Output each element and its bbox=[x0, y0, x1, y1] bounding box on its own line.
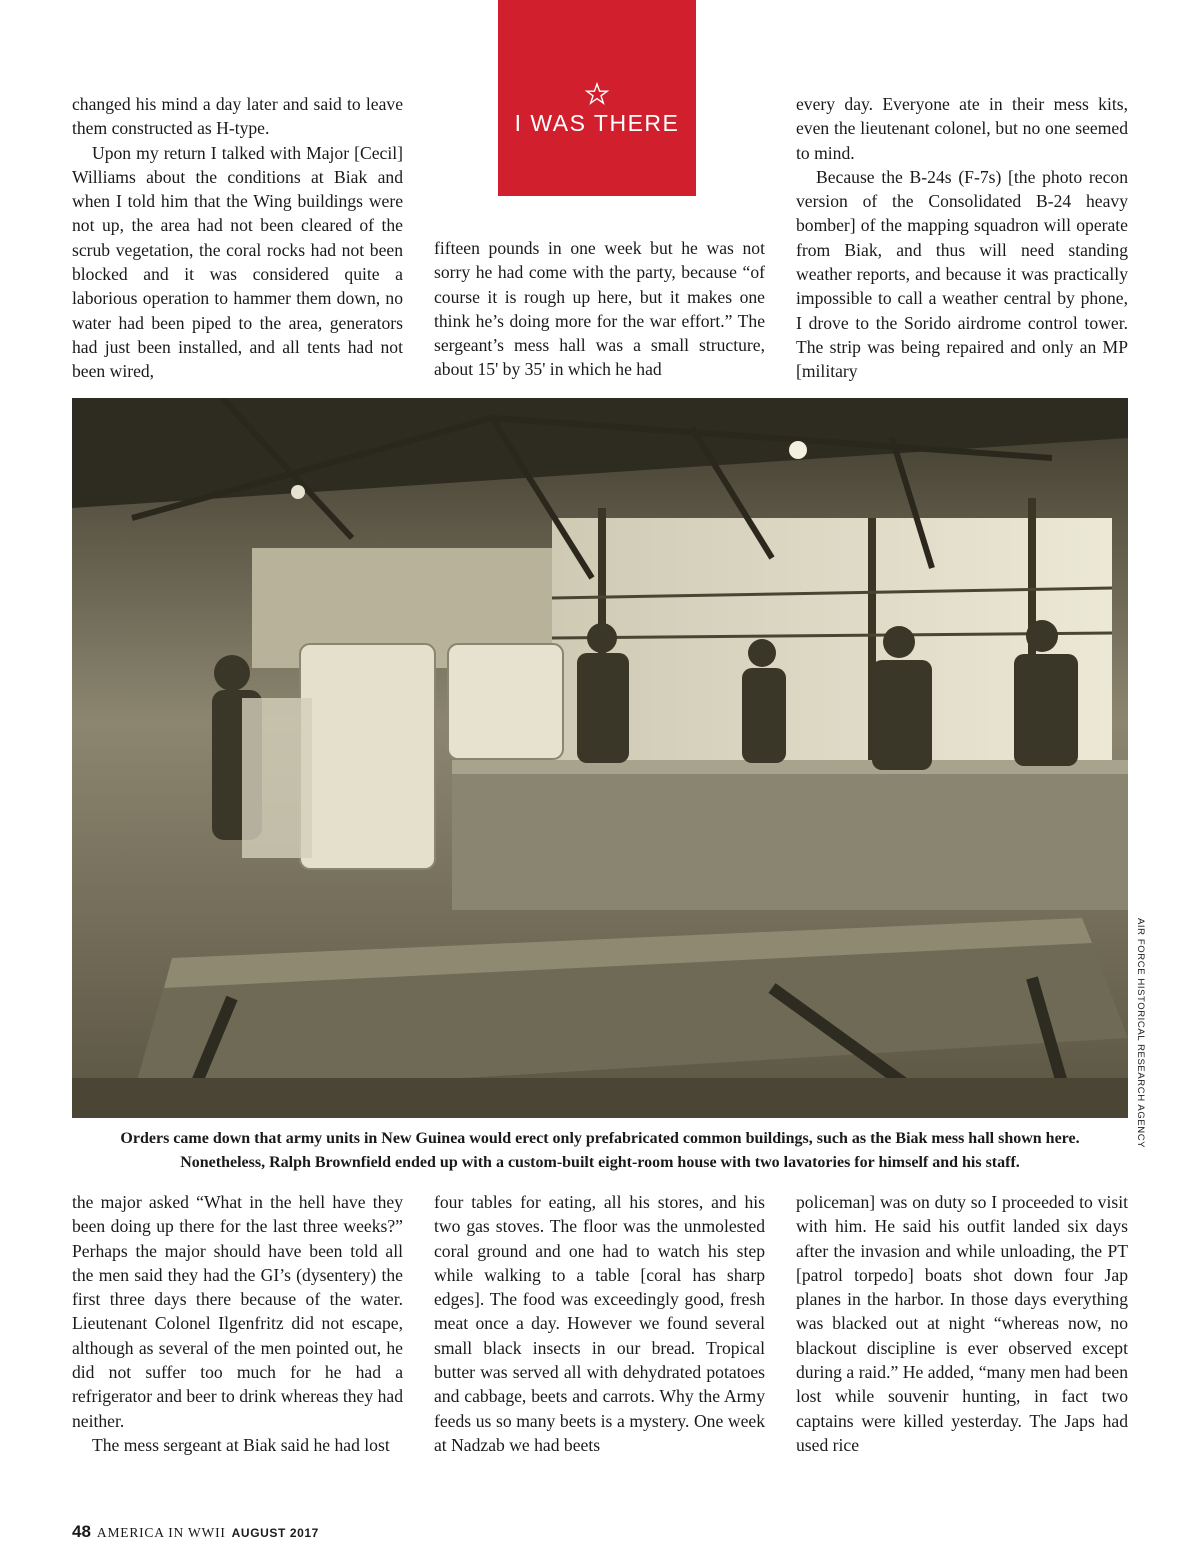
paragraph: every day. Everyone ate in their mess kits, even the lieutenant colonel, but no one seemed to mind. bbox=[796, 94, 1128, 163]
article-column-bottom-1 bbox=[72, 1190, 403, 1457]
paragraph: Upon my return I talked with Major [Cecil] Williams about the conditions at Biak and when I told him that the Wing buildings were not up, the area had not been cleared of the scrub vegetation, the coral rocks had not been blocked and it was considered quite a laborious operation to hammer them down, no water had been piped to the area, generators had just been installed, and all tents had not been wired, bbox=[72, 142, 403, 382]
article-column-top-2 bbox=[434, 236, 765, 382]
article-column-bottom-2 bbox=[434, 1190, 765, 1457]
caption-line: Nonetheless, Ralph Brownfield ended up with a custom-built eight-room house with two lavatories for himself and his staff. bbox=[180, 1154, 1020, 1171]
article-column-top-3 bbox=[796, 92, 1128, 384]
photo-credit: AIR FORCE HISTORICAL RESEARCH AGENCY bbox=[1135, 918, 1146, 1149]
paragraph: fifteen pounds in one week but he was not sorry he had come with the party, because “of course it is rough up here, but it makes one think he’s doing more for the war effort.” The sergeant’s mess hall was a small structure, about 15' by 35' in which he had bbox=[434, 238, 765, 380]
section-title: I WAS THERE bbox=[514, 110, 680, 136]
photo-caption bbox=[60, 1127, 1140, 1175]
paragraph: the major asked “What in the hell have they been doing up there for the last three weeks?” Perhaps the major should have been told all the men said they had the GI’s (dysentery) the first three days there because of the water. Lieutenant Colonel Ilgenfritz did not escape, although as several of the men pointed out, he did not suffer too much for he had a refrigerator and beer to drink whereas they had neither. bbox=[72, 1192, 403, 1431]
section-badge bbox=[498, 0, 696, 196]
issue-date: AUGUST 2017 bbox=[231, 1526, 319, 1540]
caption-line: Orders came down that army units in New Guinea would erect only prefabricated common buildings, such as the Biak mess hall shown here. bbox=[120, 1130, 1080, 1147]
paragraph: Because the B-24s (F-7s) [the photo recon version of the Consolidated B-24 heavy bomber] of the mapping squadron will operate from Biak, and thus will need standing weather reports, and because it was practically impossible to call a weather central by phone, I drove to the Sorido airdrome control tower. The strip was being repaired and only an MP [military bbox=[796, 166, 1128, 382]
article-column-bottom-3 bbox=[796, 1190, 1128, 1457]
photo-illustration bbox=[72, 398, 1128, 1118]
page-number: 48 bbox=[72, 1522, 91, 1541]
star-icon bbox=[585, 82, 609, 106]
mess-hall-photo bbox=[72, 398, 1128, 1118]
paragraph: changed his mind a day later and said to leave them constructed as H-type. bbox=[72, 94, 403, 139]
paragraph: The mess sergeant at Biak said he had lost bbox=[92, 1434, 390, 1455]
magazine-name: AMERICA IN WWII bbox=[96, 1525, 226, 1540]
article-column-top-1 bbox=[72, 92, 403, 384]
paragraph: four tables for eating, all his stores, and his two gas stoves. The floor was the unmolested coral ground and one had to watch his step while walking to a table [coral has sharp edges]. The food was exceedingly good, fresh meat once a day. However we found several small black insects in our bread. Tropical butter was served all with dehydrated potatoes and cabbage, beets and carrots. Why the Army feeds us so many beets is a mystery. One week at Nadzab we had beets bbox=[434, 1192, 765, 1455]
paragraph: policeman] was on duty so I proceeded to visit with him. He said his outfit landed six days after the invasion and while unloading, the PT [patrol torpedo] boats shot down four Jap planes in the harbor. In those days everything was blacked out at night “whereas now, no blackout discipline is ever observed except during a raid.” He added, “many men had been lost while souvenir hunting, in fact two captains were killed yesterday. The Japs had used rice bbox=[796, 1192, 1128, 1455]
page-footer bbox=[72, 1522, 319, 1542]
